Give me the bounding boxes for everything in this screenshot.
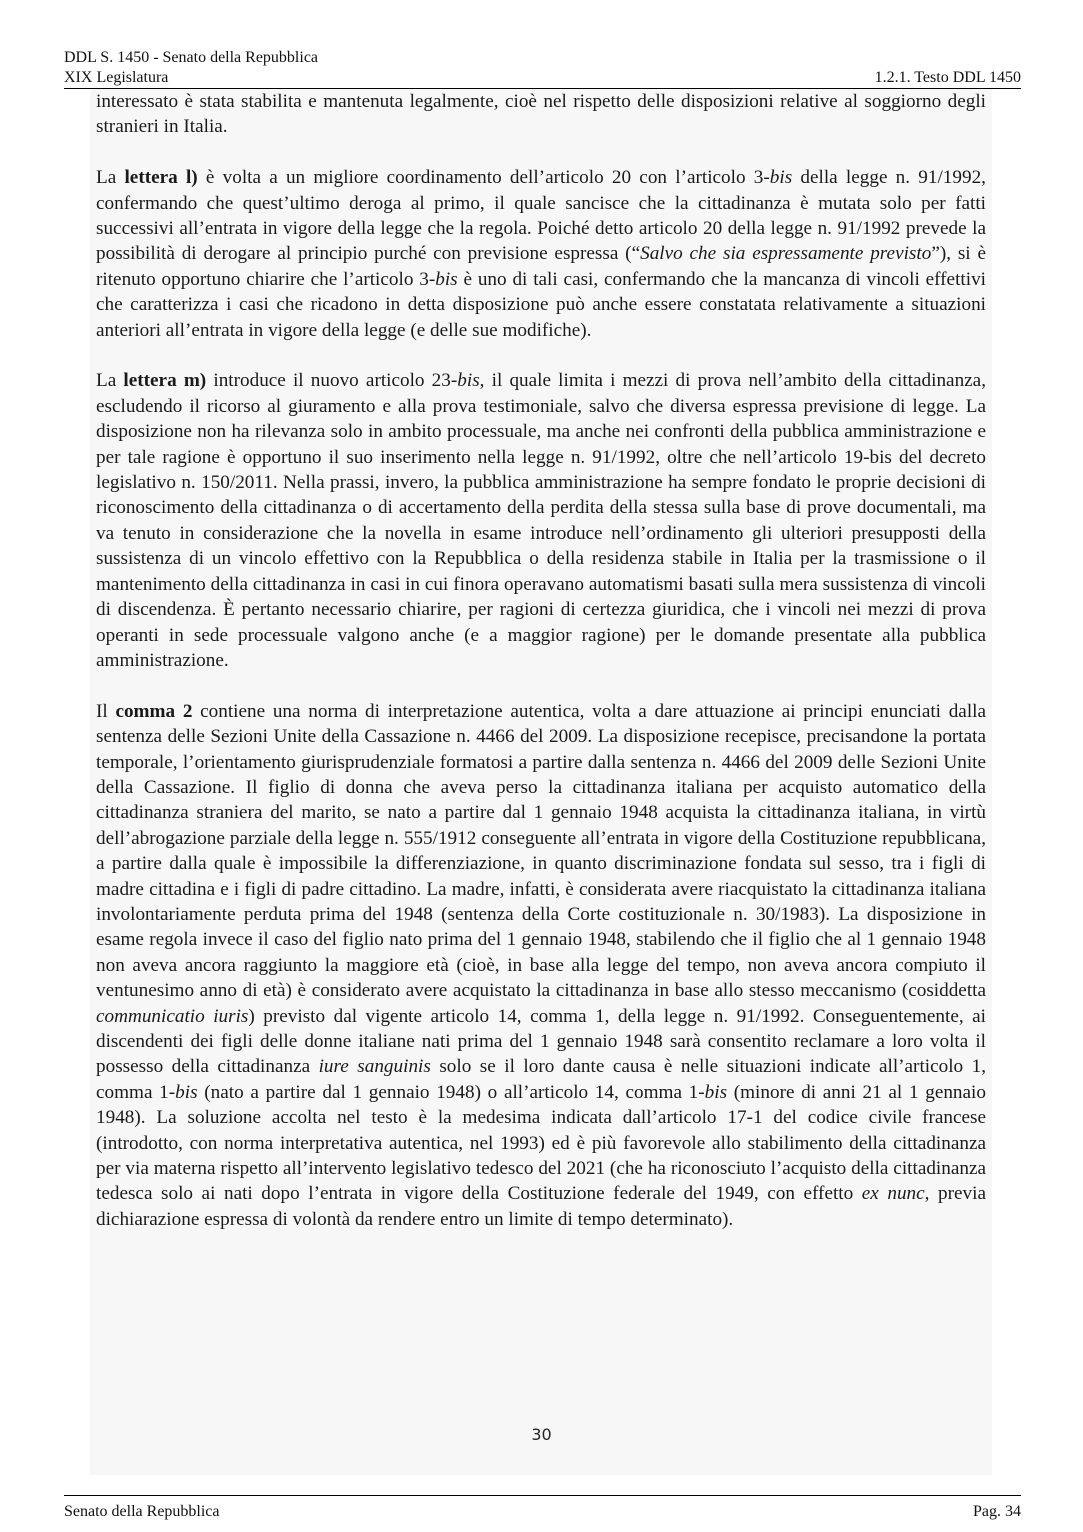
footer-page-number: Pag. 34	[973, 1503, 1021, 1520]
legislature-label: XIX Legislatura	[64, 69, 169, 86]
paragraph-lettera-m: La lettera m) introduce il nuovo articolo 23-bis, il quale limita i mezzi di prova nell’ambito della cittadinanza, escludendo il ricorso al giuramento e alla prova testimoniale, salvo che diversa espressa previsione di legge. La disposizione non ha rilevanza solo in ambito processuale, ma anche nei confronti della pubblica amministrazione e per tale ragione è opportuno il suo inserimento nella legge n. 91/1992, oltre che nell’articolo 19-bis del decreto legislativo n. 150/2011. Nella prassi, invero, la pubblica amministrazione ha sempre fondato le proprie decisioni di riconoscimento della cittadinanza o di accertamento della perdita della stessa sulla base di prove documentali, ma va tenuto in considerazione che la novella in esame introduce nell’ordinamento gli ulteriori presupposti della sussistenza di un vincolo effettivo con la Repubblica o della residenza stabile in Italia per la trasmissione o il mantenimento della cittadinanza in casi in cui finora operavano automatismi basati sulla mera sussistenza di vincoli di discendenza. È pertanto necessario chiarire, per ragioni di certezza giuridica, che i vincoli nei mezzi di prova operanti in sede processuale valgono anche (e a maggior ragione) per le domande presentate alla pubblica amministrazione.	[96, 370, 986, 671]
document-title: DDL S. 1450 - Senato della Repubblica	[64, 49, 319, 66]
paragraph-lettera-l: La lettera l) è volta a un migliore coordinamento dell’articolo 20 con l’articolo 3-bis della legge n. 91/1992, confermando che quest’ultimo deroga al primo, il quale sancisce che la cittadinanza è mutata solo per fatti successivi all’entrata in vigore della legge che la regola. Poiché detto articolo 20 della legge n. 91/1992 prevede la possibilità di derogare al principio purché con previsione espressa (“Salvo che sia espressamente previsto”), si è ritenuto opportuno chiarire che l’articolo 3-bis è uno di tali casi, confermando che la mancanza di vincoli effettivi che caratterizza i casi che ricadono in detta disposizione può anche essere constatata relativamente a situazioni anteriori all’entrata in vigore della legge (e delle sue modifiche).	[96, 167, 986, 341]
paragraph-intro-continuation: interessato è stata stabilita e mantenuta legalmente, cioè nel rispetto delle disposizioni relative al soggiorno degli stranieri in Italia.	[96, 91, 986, 138]
page-header	[64, 68, 1021, 89]
document-body	[96, 89, 986, 1258]
footer-publisher: Senato della Repubblica	[64, 1503, 220, 1520]
page-footer	[64, 1495, 1021, 1526]
section-label: 1.2.1. Testo DDL 1450	[874, 69, 1021, 86]
inner-page-number: 30	[531, 1425, 552, 1444]
paragraph-comma-2: Il comma 2 contiene una norma di interpretazione autentica, volta a dare attuazione ai principi enunciati dalla sentenza delle Sezioni Unite della Cassazione n. 4466 del 2009. La disposizione recepisce, precisandone la portata temporale, l’orientamento giurisprudenziale formatosi a partire dalla sentenza n. 4466 del 2009 delle Sezioni Unite della Cassazione. Il figlio di donna che aveva perso la cittadinanza italiana per acquisto automatico della cittadinanza straniera del marito, se nato a partire dal 1 gennaio 1948 acquista la cittadinanza italiana, in virtù dell’abrogazione parziale della legge n. 555/1912 conseguente all’entrata in vigore della Costituzione repubblicana, a partire dalla quale è impossibile la differenziazione, in quanto discriminazione fondata sul sesso, tra i figli di madre cittadina e i figli di padre cittadino. La madre, infatti, è considerata avere riacquistato la cittadinanza italiana involontariamente perduta prima del 1948 (sentenza della Corte costituzionale n. 30/1983). La disposizione in esame regola invece il caso del figlio nato prima del 1 gennaio 1948, stabilendo che il figlio che al 1 gennaio 1948 non aveva ancora raggiunto la maggiore età (cioè, in base alla legge del tempo, non aveva ancora compiuto il ventunesimo anno di età) è considerato avere acquistato la cittadinanza in base allo stesso meccanismo (cosiddetta communicatio iuris) previsto dal vigente articolo 14, comma 1, della legge n. 91/1992. Conseguentemente, ai discendenti dei figli delle donne italiane nati prima del 1 gennaio 1948 sarà consentito reclamare a loro volta il possesso della cittadinanza iure sanguinis solo se il loro dante causa è nelle situazioni indicate all’articolo 1, comma 1-bis (nato a partire dal 1 gennaio 1948) o all’articolo 14, comma 1-bis (minore di anni 21 al 1 gennaio 1948). La soluzione accolta nel testo è la medesima indicata dall’articolo 17-1 del codice civile francese (introdotto, con norma interpretativa autentica, nel 1993) ed è più favorevole allo stabilimento della cittadinanza per via materna rispetto all’intervento legislativo tedesco del 2021 (che ha riconosciuto l’acquisto della cittadinanza tedesca solo ai nati dopo l’entrata in vigore della Costituzione federale del 1949, con effetto ex nunc, previa dichiarazione espressa di volontà da rendere entro un limite di tempo determinato).	[96, 700, 987, 1230]
